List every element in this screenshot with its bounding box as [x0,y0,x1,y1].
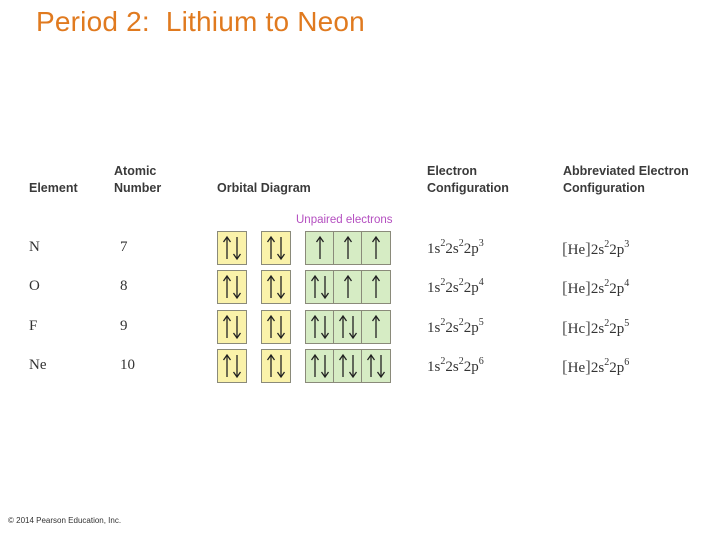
subshell-label: 2s [590,281,605,297]
electron-count: 5 [624,318,630,329]
orbital-box-2s [261,231,291,265]
electron-count: 2 [440,356,446,367]
orbital-box-2p [333,310,363,344]
spin-up-arrow-icon [268,276,275,298]
subshell-label: 2p [463,320,479,336]
unpaired-electrons-label: Unpaired electrons [296,214,393,226]
orbital-box-2s [261,349,291,383]
orbital-box-2p [333,270,363,304]
spin-down-arrow-icon [350,355,357,377]
spin-up-arrow-icon [373,276,380,298]
electron-count: 3 [478,238,484,249]
element-symbol: Ne [29,357,47,373]
subshell-label: 1s [427,280,441,296]
spin-up-arrow-icon [268,237,275,259]
spin-up-arrow-icon [345,276,352,298]
spin-down-arrow-icon [350,316,357,338]
orbital-box-1s [217,231,247,265]
electron-count: 2 [458,317,464,328]
table-row [0,349,720,383]
atomic-number: 8 [120,278,128,294]
orbital-box-2p [333,349,363,383]
left-bracket: [ [562,239,568,258]
subshell-label: 2s [590,242,605,258]
subshell-label: 2p [609,321,625,337]
orbital-box-2p [305,270,335,304]
table-row [0,231,720,265]
left-bracket: [ [562,318,568,337]
element-symbol: O [29,278,40,294]
orbital-box-2p [305,349,335,383]
right-bracket: ] [585,278,591,297]
spin-down-arrow-icon [322,355,329,377]
spin-up-arrow-icon [340,355,347,377]
spin-up-arrow-icon [312,276,319,298]
element-symbol: N [29,239,40,255]
subshell-label: 1s [427,241,441,257]
spin-up-arrow-icon [312,355,319,377]
orbital-box-2s [261,310,291,344]
spin-down-arrow-icon [322,316,329,338]
subshell-label: 2s [445,320,459,336]
electron-count: 2 [458,356,464,367]
orbital-box-2p [361,270,391,304]
electron-configuration [427,357,484,376]
spin-up-arrow-icon [340,316,347,338]
subshell-label: 1s [427,359,441,375]
orbital-box-2p [361,349,391,383]
element-symbol: F [29,318,38,334]
electron-configuration [427,318,484,337]
spin-down-arrow-icon [234,355,241,377]
atomic-number: 7 [120,239,128,255]
electron-count: 6 [478,356,484,367]
spin-up-arrow-icon [368,355,375,377]
abbreviated-configuration [562,357,629,377]
spin-up-arrow-icon [373,316,380,338]
header-atomic-number: Atomic Number [114,164,162,195]
spin-up-arrow-icon [224,276,231,298]
subshell-label: 2p [609,281,625,297]
left-bracket: [ [562,357,568,376]
noble-gas-core: He [567,242,586,258]
atomic-number: 10 [120,357,135,373]
page-title: Period 2: Lithium to Neon [36,6,365,37]
electron-configuration [427,278,484,297]
orbital-box-1s [217,349,247,383]
subshell-label: 2p [463,280,479,296]
right-bracket: ] [585,239,591,258]
copyright-notice: © 2014 Pearson Education, Inc. [8,516,122,525]
electron-count: 2 [604,278,610,289]
spin-down-arrow-icon [278,276,285,298]
electron-count: 2 [458,238,464,249]
subshell-label: 2s [590,321,605,337]
orbital-box-2p [305,231,335,265]
atomic-number: 9 [120,318,128,334]
spin-up-arrow-icon [345,237,352,259]
orbital-box-2p [333,231,363,265]
electron-count: 2 [440,277,446,288]
subshell-label: 2s [590,360,605,376]
electron-count: 2 [440,317,446,328]
header-electron-configuration: Electron Configuration [427,164,509,195]
spin-up-arrow-icon [317,237,324,259]
electron-count: 2 [440,238,446,249]
spin-up-arrow-icon [312,316,319,338]
spin-up-arrow-icon [268,355,275,377]
orbital-box-2p [361,231,391,265]
subshell-label: 2p [463,359,479,375]
spin-down-arrow-icon [234,276,241,298]
spin-down-arrow-icon [378,355,385,377]
spin-up-arrow-icon [373,237,380,259]
spin-up-arrow-icon [224,316,231,338]
spin-down-arrow-icon [278,316,285,338]
electron-count: 4 [478,277,484,288]
electron-count: 2 [604,318,610,329]
electron-count: 5 [478,317,484,328]
abbreviated-configuration [562,278,629,298]
electron-configuration [427,239,484,258]
noble-gas-core: Hc [567,321,586,337]
electron-count: 2 [604,239,610,250]
subshell-label: 2p [609,242,625,258]
subshell-label: 2s [445,280,459,296]
spin-down-arrow-icon [234,316,241,338]
noble-gas-core: He [567,360,586,376]
spin-down-arrow-icon [322,276,329,298]
spin-up-arrow-icon [224,355,231,377]
electron-count: 2 [604,357,610,368]
subshell-label: 2p [609,360,625,376]
subshell-label: 1s [427,320,441,336]
spin-down-arrow-icon [278,355,285,377]
orbital-box-2s [261,270,291,304]
abbreviated-configuration [562,239,629,259]
abbreviated-configuration [562,318,629,338]
electron-count: 6 [624,357,630,368]
orbital-box-2p [305,310,335,344]
header-abbreviated-configuration: Abbreviated Electron Configuration [563,164,689,195]
right-bracket: ] [585,357,591,376]
spin-down-arrow-icon [278,237,285,259]
table-row [0,310,720,344]
electron-count: 4 [624,278,630,289]
subshell-label: 2p [463,241,479,257]
spin-down-arrow-icon [234,237,241,259]
table-row [0,270,720,304]
right-bracket: ] [585,318,591,337]
spin-up-arrow-icon [224,237,231,259]
orbital-box-2p [361,310,391,344]
electron-count: 3 [624,239,630,250]
electron-count: 2 [458,277,464,288]
orbital-box-1s [217,270,247,304]
subshell-label: 2s [445,241,459,257]
noble-gas-core: He [567,281,586,297]
subshell-label: 2s [445,359,459,375]
header-orbital-diagram: Orbital Diagram [217,181,311,195]
spin-up-arrow-icon [268,316,275,338]
orbital-box-1s [217,310,247,344]
header-element: Element [29,181,78,195]
left-bracket: [ [562,278,568,297]
